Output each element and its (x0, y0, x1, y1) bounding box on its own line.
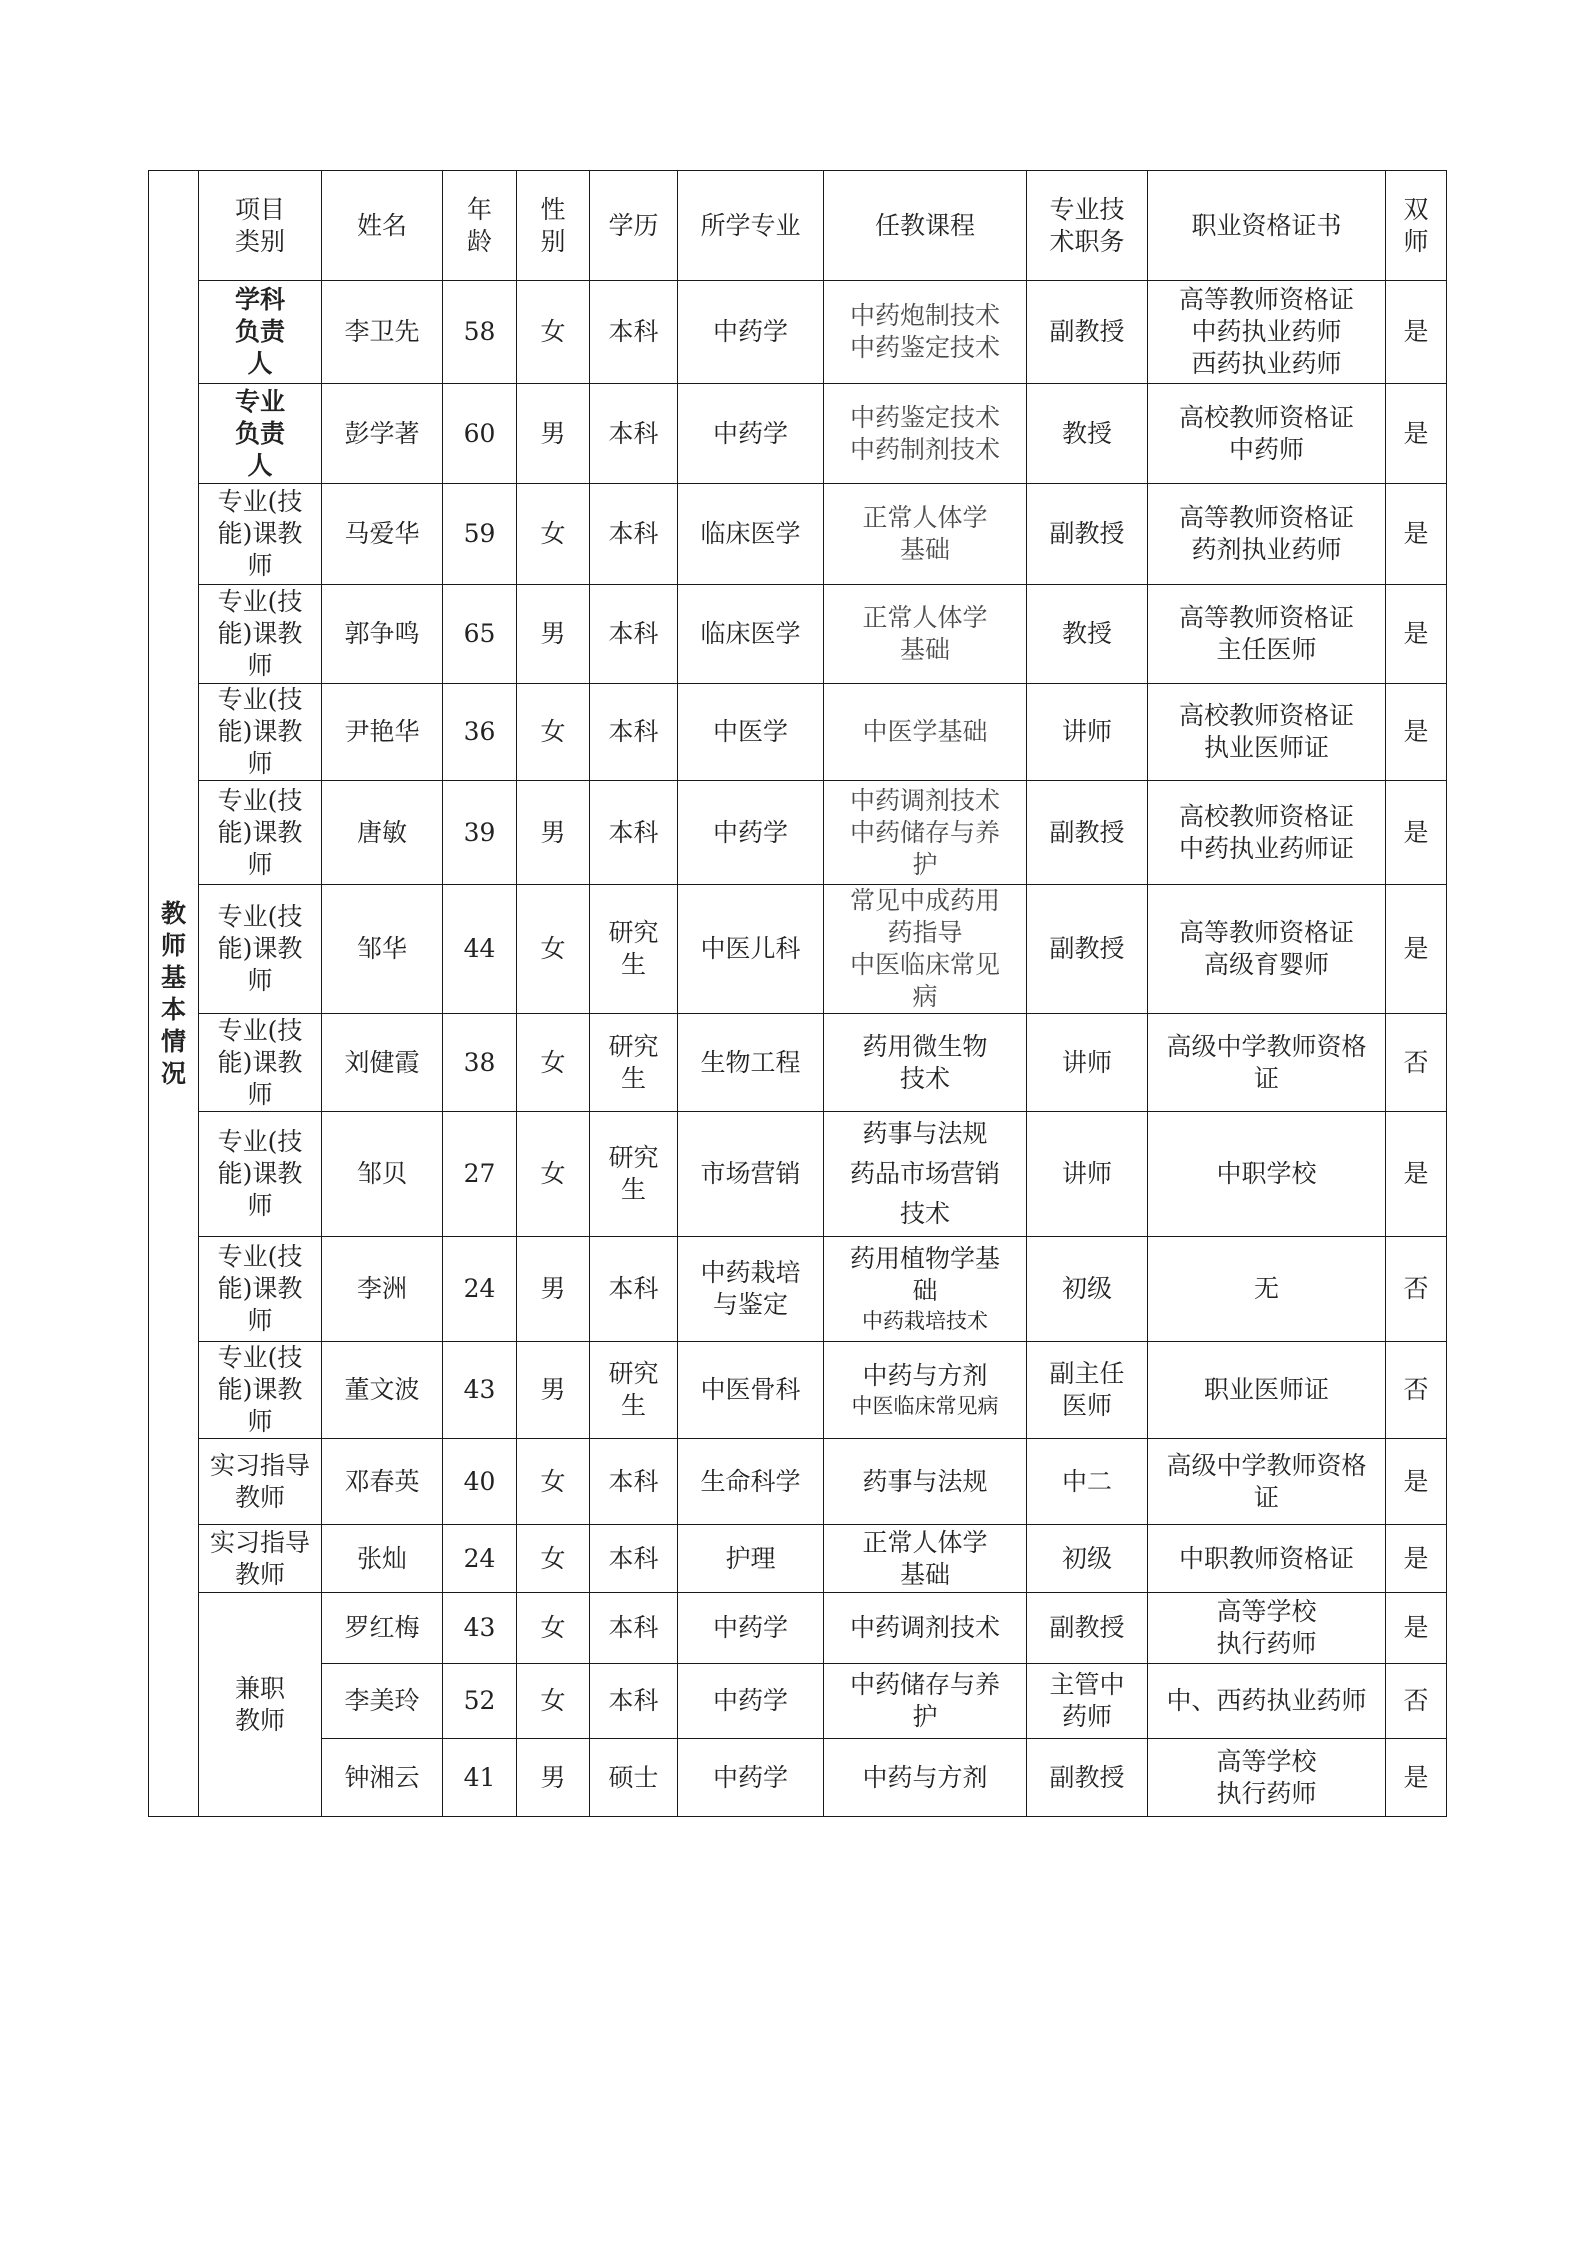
header-education: 学历 (590, 171, 678, 281)
name-cell: 钟湘云 (322, 1739, 443, 1817)
major-cell: 中医骨科 (678, 1342, 824, 1439)
age-cell: 52 (443, 1664, 517, 1739)
gender-cell: 男 (517, 1342, 590, 1439)
age-cell: 58 (443, 281, 517, 384)
gender-cell: 女 (517, 885, 590, 1014)
dual-cell: 是 (1386, 1739, 1447, 1817)
certificates-cell: 职业医师证 (1148, 1342, 1386, 1439)
gender-cell: 女 (517, 1664, 590, 1739)
education-cell: 本科 (590, 1237, 678, 1342)
education-cell: 研究生 (590, 1112, 678, 1237)
table-row (149, 1237, 1447, 1342)
education-cell: 研究生 (590, 1014, 678, 1112)
education-cell: 本科 (590, 1664, 678, 1739)
parttime-category-cell: 兼职 教师 (199, 1593, 322, 1817)
gender-cell: 女 (517, 281, 590, 384)
table-row (149, 1342, 1447, 1439)
table-row (149, 1014, 1447, 1112)
name-cell: 邹华 (322, 885, 443, 1014)
courses-cell: 中药鉴定技术 中药制剂技术 (824, 384, 1027, 484)
courses-cell: 中药储存与养护 (824, 1664, 1027, 1739)
table-row (149, 781, 1447, 885)
name-cell: 彭学著 (322, 384, 443, 484)
dual-cell: 否 (1386, 1237, 1447, 1342)
table-row (149, 1525, 1447, 1593)
category-cell: 专业(技能)课教师 (199, 684, 322, 781)
dual-cell: 是 (1386, 684, 1447, 781)
gender-cell: 男 (517, 1739, 590, 1817)
title-cell: 讲师 (1027, 1014, 1148, 1112)
header-dual: 双师 (1386, 171, 1447, 281)
gender-cell: 女 (517, 1593, 590, 1664)
major-cell: 中药学 (678, 384, 824, 484)
gender-cell: 男 (517, 585, 590, 684)
header-category: 项目类别 (199, 171, 322, 281)
section-label: 教师基本情况 (160, 898, 186, 1088)
education-cell: 研究生 (590, 1342, 678, 1439)
gender-cell: 男 (517, 384, 590, 484)
title-cell: 副教授 (1027, 781, 1148, 885)
title-cell: 初级 (1027, 1525, 1148, 1593)
name-cell: 李卫先 (322, 281, 443, 384)
dual-cell: 是 (1386, 781, 1447, 885)
category-cell: 专业(技能)课教师 (199, 781, 322, 885)
courses-cell: 中药调剂技术 中药储存与养护 (824, 781, 1027, 885)
category-cell: 实习指导教师 (199, 1439, 322, 1525)
category-cell: 学科负责人 (199, 281, 322, 384)
education-cell: 硕士 (590, 1739, 678, 1817)
courses-cell: 正常人体学基础 (824, 585, 1027, 684)
education-cell: 本科 (590, 684, 678, 781)
gender-cell: 女 (517, 1014, 590, 1112)
name-cell: 李洲 (322, 1237, 443, 1342)
major-cell: 中药栽培与鉴定 (678, 1237, 824, 1342)
certificates-cell: 高等学校 执行药师 (1148, 1593, 1386, 1664)
courses-cell: 中药与方剂 中医临床常见病 (824, 1342, 1027, 1439)
name-cell: 罗红梅 (322, 1593, 443, 1664)
age-cell: 60 (443, 384, 517, 484)
name-cell: 刘健霞 (322, 1014, 443, 1112)
category-cell: 专业(技能)课教师 (199, 1112, 322, 1237)
age-cell: 27 (443, 1112, 517, 1237)
education-cell: 本科 (590, 1593, 678, 1664)
dual-cell: 是 (1386, 281, 1447, 384)
certificates-cell: 高等教师资格证 主任医师 (1148, 585, 1386, 684)
dual-cell: 是 (1386, 1112, 1447, 1237)
category-cell: 专业(技能)课教师 (199, 1237, 322, 1342)
title-cell: 副教授 (1027, 885, 1148, 1014)
table-row (149, 585, 1447, 684)
category-cell: 专业(技能)课教师 (199, 1014, 322, 1112)
name-cell: 张灿 (322, 1525, 443, 1593)
education-cell: 研究生 (590, 885, 678, 1014)
name-cell: 郭争鸣 (322, 585, 443, 684)
category-cell: 专业(技能)课教师 (199, 484, 322, 585)
courses-cell: 中药炮制技术 中药鉴定技术 (824, 281, 1027, 384)
gender-cell: 女 (517, 1525, 590, 1593)
gender-cell: 男 (517, 1237, 590, 1342)
dual-cell: 是 (1386, 484, 1447, 585)
name-cell: 李美玲 (322, 1664, 443, 1739)
header-row (149, 171, 1447, 281)
faculty-table (148, 170, 1447, 1817)
dual-cell: 否 (1386, 1664, 1447, 1739)
major-cell: 临床医学 (678, 585, 824, 684)
age-cell: 43 (443, 1342, 517, 1439)
table-row (149, 1439, 1447, 1525)
certificates-cell: 无 (1148, 1237, 1386, 1342)
courses-cell: 药用微生物技术 (824, 1014, 1027, 1112)
header-age: 年龄 (443, 171, 517, 281)
major-cell: 生物工程 (678, 1014, 824, 1112)
age-cell: 40 (443, 1439, 517, 1525)
certificates-cell: 高级中学教师资格证 (1148, 1014, 1386, 1112)
dual-cell: 是 (1386, 885, 1447, 1014)
certificates-cell: 高等教师资格证 药剂执业药师 (1148, 484, 1386, 585)
major-cell: 中医学 (678, 684, 824, 781)
table-row (149, 384, 1447, 484)
certificates-cell: 高等教师资格证 高级育婴师 (1148, 885, 1386, 1014)
header-name: 姓名 (322, 171, 443, 281)
header-major: 所学专业 (678, 171, 824, 281)
major-cell: 中药学 (678, 781, 824, 885)
age-cell: 24 (443, 1237, 517, 1342)
category-cell: 专业(技能)课教师 (199, 1342, 322, 1439)
table-row (149, 1112, 1447, 1237)
table-row (149, 281, 1447, 384)
name-cell: 董文波 (322, 1342, 443, 1439)
table-row (149, 885, 1447, 1014)
dual-cell: 否 (1386, 1014, 1447, 1112)
table-row (149, 1593, 1447, 1664)
major-cell: 中药学 (678, 1664, 824, 1739)
title-cell: 教授 (1027, 585, 1148, 684)
age-cell: 38 (443, 1014, 517, 1112)
name-cell: 邓春英 (322, 1439, 443, 1525)
gender-cell: 男 (517, 781, 590, 885)
major-cell: 护理 (678, 1525, 824, 1593)
name-cell: 邹贝 (322, 1112, 443, 1237)
header-gender: 性别 (517, 171, 590, 281)
category-cell: 实习指导教师 (199, 1525, 322, 1593)
age-cell: 41 (443, 1739, 517, 1817)
age-cell: 24 (443, 1525, 517, 1593)
major-cell: 临床医学 (678, 484, 824, 585)
category-cell: 专业(技能)课教师 (199, 885, 322, 1014)
title-cell: 副教授 (1027, 281, 1148, 384)
education-cell: 本科 (590, 1439, 678, 1525)
section-label-cell (149, 171, 199, 1817)
gender-cell: 女 (517, 1112, 590, 1237)
title-cell: 教授 (1027, 384, 1148, 484)
header-certificates: 职业资格证书 (1148, 171, 1386, 281)
courses-cell: 药用植物学基础 中药栽培技术 (824, 1237, 1027, 1342)
title-cell: 讲师 (1027, 1112, 1148, 1237)
category-cell: 专业负责人 (199, 384, 322, 484)
table-row (149, 1739, 1447, 1817)
age-cell: 39 (443, 781, 517, 885)
education-cell: 本科 (590, 585, 678, 684)
name-cell: 唐敏 (322, 781, 443, 885)
category-cell: 专业(技能)课教师 (199, 585, 322, 684)
dual-cell: 是 (1386, 384, 1447, 484)
certificates-cell: 中职教师资格证 (1148, 1525, 1386, 1593)
age-cell: 44 (443, 885, 517, 1014)
major-cell: 中药学 (678, 1593, 824, 1664)
major-cell: 中医儿科 (678, 885, 824, 1014)
dual-cell: 是 (1386, 1525, 1447, 1593)
major-cell: 生命科学 (678, 1439, 824, 1525)
courses-cell: 中药与方剂 (824, 1739, 1027, 1817)
courses-cell: 药事与法规 药品市场营销技术 (824, 1112, 1027, 1237)
certificates-cell: 高校教师资格证 执业医师证 (1148, 684, 1386, 781)
education-cell: 本科 (590, 781, 678, 885)
gender-cell: 女 (517, 484, 590, 585)
courses-cell: 中药调剂技术 (824, 1593, 1027, 1664)
title-cell: 副教授 (1027, 1593, 1148, 1664)
courses-cell: 药事与法规 (824, 1439, 1027, 1525)
dual-cell: 是 (1386, 585, 1447, 684)
name-cell: 马爱华 (322, 484, 443, 585)
age-cell: 65 (443, 585, 517, 684)
certificates-cell: 高等学校 执行药师 (1148, 1739, 1386, 1817)
age-cell: 59 (443, 484, 517, 585)
certificates-cell: 中职学校 (1148, 1112, 1386, 1237)
header-courses: 任教课程 (824, 171, 1027, 281)
gender-cell: 女 (517, 684, 590, 781)
courses-cell: 中医学基础 (824, 684, 1027, 781)
age-cell: 36 (443, 684, 517, 781)
gender-cell: 女 (517, 1439, 590, 1525)
certificates-cell: 高校教师资格证 中药执业药师证 (1148, 781, 1386, 885)
title-cell: 副教授 (1027, 1739, 1148, 1817)
education-cell: 本科 (590, 484, 678, 585)
major-cell: 中药学 (678, 281, 824, 384)
table-row (149, 684, 1447, 781)
courses-cell: 正常人体学基础 (824, 1525, 1027, 1593)
title-cell: 副教授 (1027, 484, 1148, 585)
courses-cell: 正常人体学基础 (824, 484, 1027, 585)
dual-cell: 是 (1386, 1593, 1447, 1664)
education-cell: 本科 (590, 384, 678, 484)
certificates-cell: 高级中学教师资格证 (1148, 1439, 1386, 1525)
certificates-cell: 高等教师资格证 中药执业药师 西药执业药师 (1148, 281, 1386, 384)
major-cell: 市场营销 (678, 1112, 824, 1237)
title-cell: 初级 (1027, 1237, 1148, 1342)
table-row (149, 484, 1447, 585)
title-cell: 讲师 (1027, 684, 1148, 781)
certificates-cell: 高校教师资格证 中药师 (1148, 384, 1386, 484)
title-cell: 副主任医师 (1027, 1342, 1148, 1439)
dual-cell: 是 (1386, 1439, 1447, 1525)
courses-cell: 常见中成药用药指导中医临床常见病 (824, 885, 1027, 1014)
education-cell: 本科 (590, 1525, 678, 1593)
major-cell: 中药学 (678, 1739, 824, 1817)
title-cell: 中二 (1027, 1439, 1148, 1525)
title-cell: 主管中药师 (1027, 1664, 1148, 1739)
certificates-cell: 中、西药执业药师 (1148, 1664, 1386, 1739)
header-title: 专业技术职务 (1027, 171, 1148, 281)
name-cell: 尹艳华 (322, 684, 443, 781)
table-row (149, 1664, 1447, 1739)
education-cell: 本科 (590, 281, 678, 384)
age-cell: 43 (443, 1593, 517, 1664)
dual-cell: 否 (1386, 1342, 1447, 1439)
